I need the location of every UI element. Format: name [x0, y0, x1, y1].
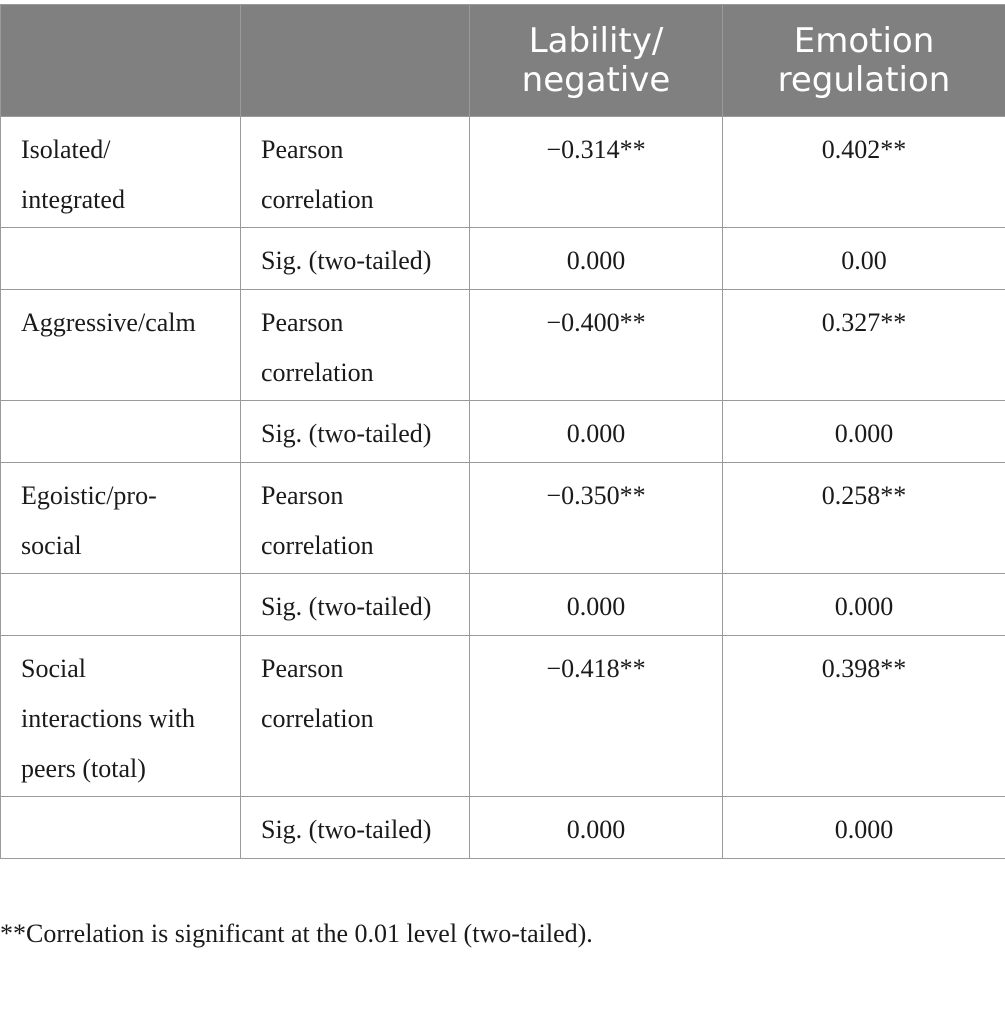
stat-label-line: Sig. (two-tailed) — [261, 815, 432, 844]
stat-label-line: correlation — [261, 704, 374, 733]
row-label-line: Egoistic/pro- — [21, 481, 157, 510]
table-row — [1, 463, 1005, 574]
emotion-value: 0.327** — [723, 290, 1005, 401]
stat-label-line: Sig. (two-tailed) — [261, 419, 432, 448]
header-line: Emotion — [793, 20, 935, 61]
stat-label — [241, 797, 470, 859]
header-line: negative — [521, 59, 671, 100]
row-label-line: social — [21, 531, 82, 560]
row-label-line: peers (total) — [21, 754, 146, 783]
header-lability-negative — [470, 5, 723, 117]
row-label — [1, 574, 241, 636]
emotion-value: 0.258** — [723, 463, 1005, 574]
stat-label — [241, 228, 470, 290]
lability-value: 0.000 — [470, 574, 723, 636]
table-footnote: **Correlation is significant at the 0.01 level (two-tailed). — [0, 919, 593, 948]
stat-label-line: Sig. (two-tailed) — [261, 246, 432, 275]
lability-value: 0.000 — [470, 401, 723, 463]
table-body — [1, 117, 1005, 859]
stat-label-line: Pearson — [261, 481, 344, 510]
row-label-line: interactions with — [21, 704, 196, 733]
table-header — [1, 5, 1005, 117]
row-label-line: Isolated/ — [21, 135, 111, 164]
stat-label — [241, 636, 470, 797]
emotion-value: 0.000 — [723, 401, 1005, 463]
stat-label-line: correlation — [261, 358, 374, 387]
table-row — [1, 636, 1005, 797]
emotion-value: 0.000 — [723, 574, 1005, 636]
stat-label — [241, 574, 470, 636]
table-row — [1, 117, 1005, 228]
correlation-table — [0, 4, 1005, 859]
stat-label-line: Sig. (two-tailed) — [261, 592, 432, 621]
row-label — [1, 401, 241, 463]
stat-label — [241, 290, 470, 401]
header-cell-empty-1 — [1, 5, 241, 117]
lability-value: −0.314** — [470, 117, 723, 228]
stat-label-line: correlation — [261, 531, 374, 560]
lability-value: 0.000 — [470, 228, 723, 290]
table-row — [1, 797, 1005, 859]
table-row — [1, 290, 1005, 401]
lability-value: 0.000 — [470, 797, 723, 859]
lability-value: −0.350** — [470, 463, 723, 574]
table-row — [1, 401, 1005, 463]
row-label-line: Social — [21, 654, 86, 683]
table-row — [1, 574, 1005, 636]
lability-value: −0.418** — [470, 636, 723, 797]
stat-label — [241, 463, 470, 574]
emotion-value: 0.402** — [723, 117, 1005, 228]
row-label — [1, 228, 241, 290]
emotion-value: 0.000 — [723, 797, 1005, 859]
stat-label-line: Pearson — [261, 308, 344, 337]
stat-label — [241, 117, 470, 228]
row-label — [1, 636, 241, 797]
row-label — [1, 290, 241, 401]
header-emotion-regulation — [723, 5, 1005, 117]
row-label-line: integrated — [21, 185, 125, 214]
table-row — [1, 228, 1005, 290]
header-line: regulation — [777, 59, 951, 100]
header-row — [1, 5, 1005, 117]
lability-value: −0.400** — [470, 290, 723, 401]
header-cell-empty-2 — [241, 5, 470, 117]
emotion-value: 0.00 — [723, 228, 1005, 290]
row-label-line: Aggressive/calm — [21, 308, 196, 337]
row-label — [1, 117, 241, 228]
stat-label-line: Pearson — [261, 135, 344, 164]
row-label — [1, 797, 241, 859]
header-line: Lability/ — [528, 20, 664, 61]
stat-label-line: correlation — [261, 185, 374, 214]
emotion-value: 0.398** — [723, 636, 1005, 797]
row-label — [1, 463, 241, 574]
stat-label-line: Pearson — [261, 654, 344, 683]
stat-label — [241, 401, 470, 463]
